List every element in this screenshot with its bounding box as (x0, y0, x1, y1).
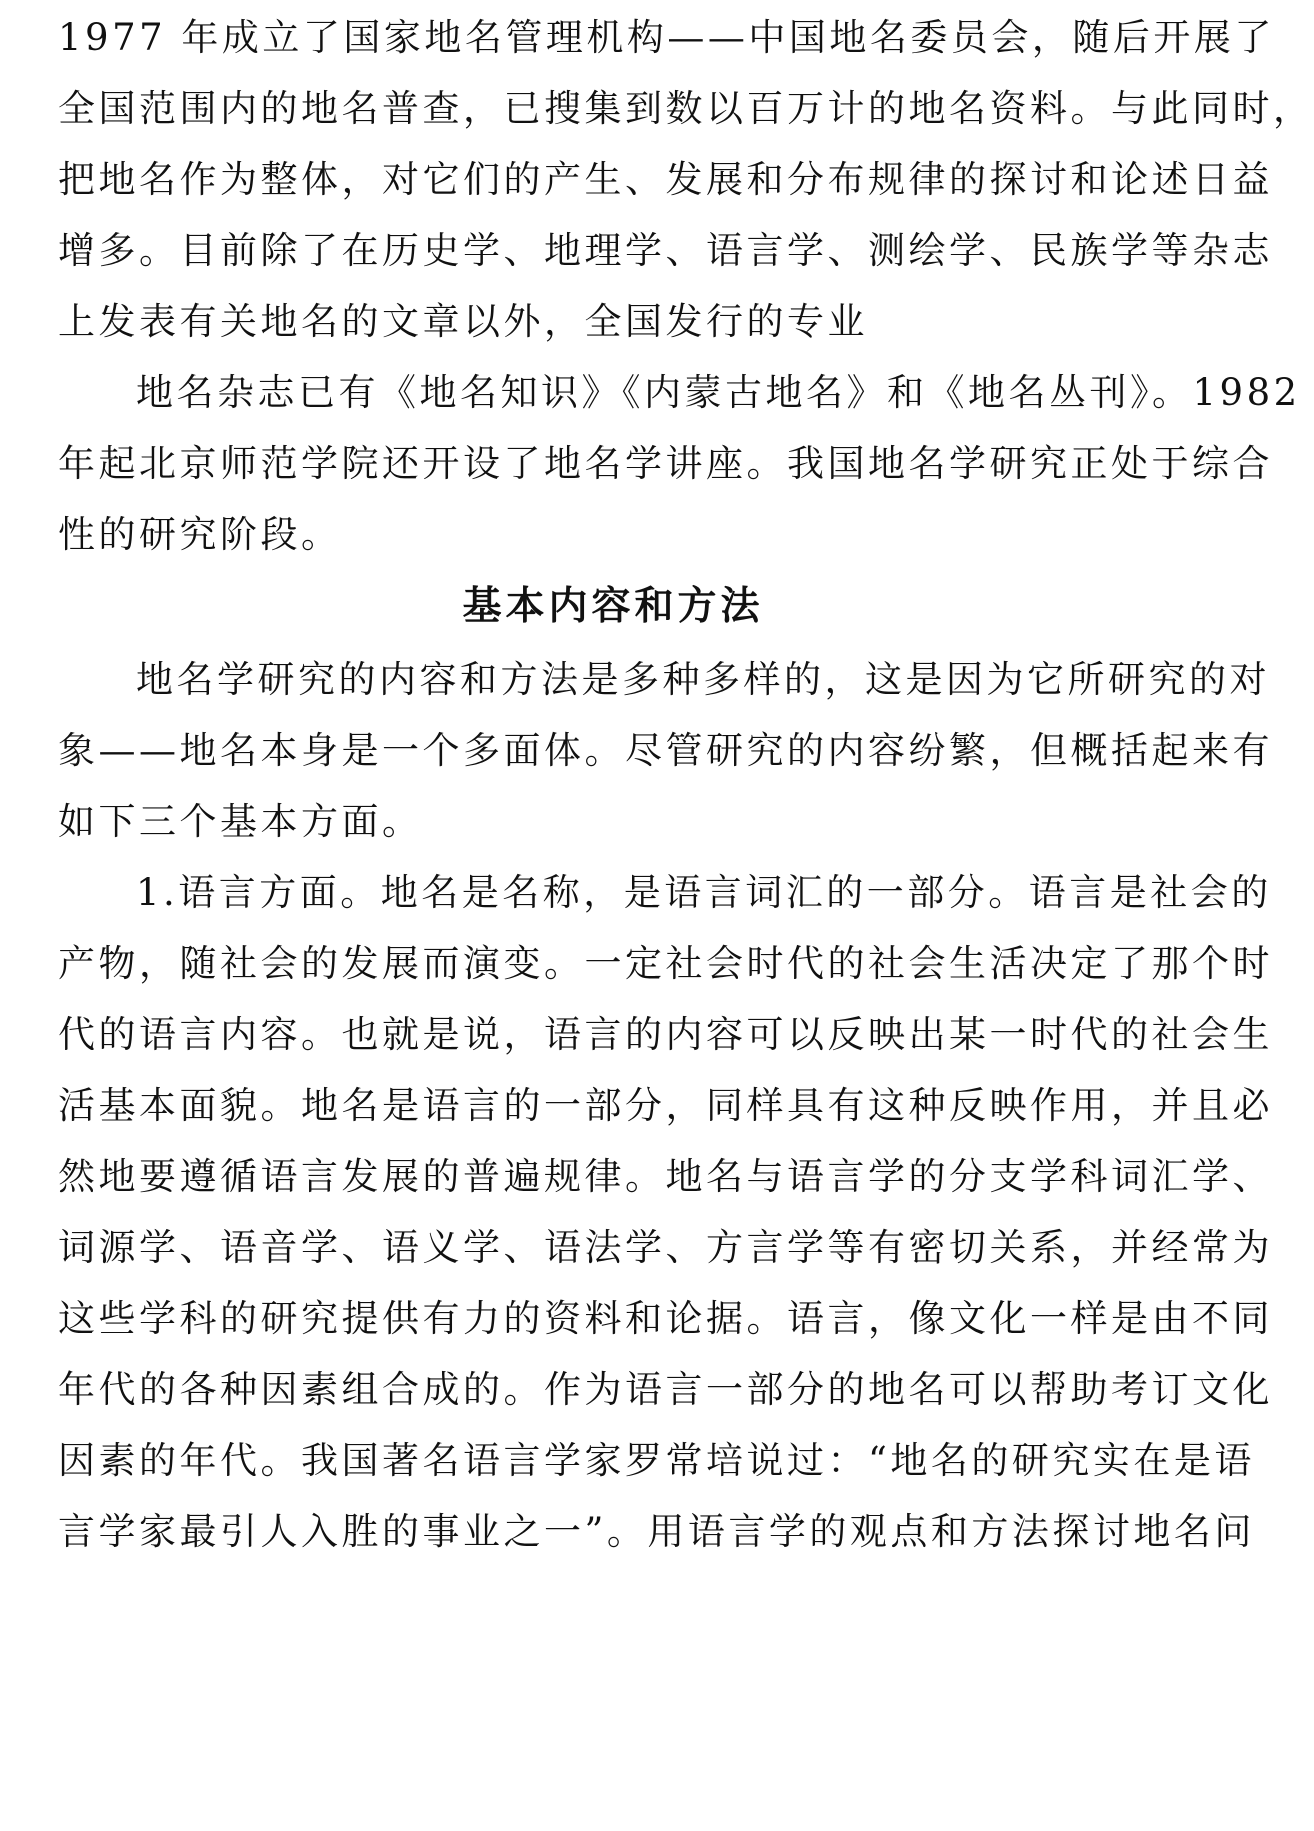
text-line: 然地要遵循语言发展的普遍规律。地名与语言学的分支学科词汇学、 (58, 1155, 1273, 1198)
text-line: 年起北京师范学院还开设了地名学讲座。我国地名学研究正处于综合 (58, 442, 1273, 485)
text-line: 地名杂志已有《地名知识》《内蒙古地名》和《地名丛刊》。1982 (136, 371, 1301, 414)
text-line: 象——地名本身是一个多面体。尽管研究的内容纷繁，但概括起来有 (58, 729, 1273, 772)
text-line: 把地名作为整体，对它们的产生、发展和分布规律的探讨和论述日益 (58, 158, 1273, 201)
text-line: 产物，随社会的发展而演变。一定社会时代的社会生活决定了那个时 (58, 942, 1273, 985)
text-line: 性的研究阶段。 (58, 513, 342, 556)
text-line: 言学家最引人入胜的事业之一”。用语言学的观点和方法探讨地名问 (58, 1510, 1255, 1553)
text-line: 因素的年代。我国著名语言学家罗常培说过：“地名的研究实在是语 (58, 1439, 1255, 1482)
text-line: 年代的各种因素组合成的。作为语言一部分的地名可以帮助考订文化 (58, 1368, 1273, 1411)
text-line: 活基本面貌。地名是语言的一部分，同样具有这种反映作用，并且必 (58, 1084, 1273, 1127)
text-line: 1.语言方面。地名是名称，是语言词汇的一部分。语言是社会的 (136, 871, 1272, 914)
section-heading: 基本内容和方法 (462, 584, 764, 629)
text-line: 这些学科的研究提供有力的资料和论据。语言，像文化一样是由不同 (58, 1297, 1273, 1340)
text-line: 地名学研究的内容和方法是多种多样的，这是因为它所研究的对 (136, 658, 1270, 701)
text-line: 1977 年成立了国家地名管理机构——中国地名委员会，随后开展了 (58, 16, 1275, 59)
text-line: 上发表有关地名的文章以外，全国发行的专业 (58, 300, 868, 343)
text-line: 增多。目前除了在历史学、地理学、语言学、测绘学、民族学等杂志 (58, 229, 1273, 272)
text-line: 词源学、语音学、语义学、语法学、方言学等有密切关系，并经常为 (58, 1226, 1273, 1269)
text-line: 如下三个基本方面。 (58, 800, 423, 843)
text-line: 全国范围内的地名普查，已搜集到数以百万计的地名资料。与此同时， (58, 87, 1314, 130)
text-line: 代的语言内容。也就是说，语言的内容可以反映出某一时代的社会生 (58, 1013, 1273, 1056)
